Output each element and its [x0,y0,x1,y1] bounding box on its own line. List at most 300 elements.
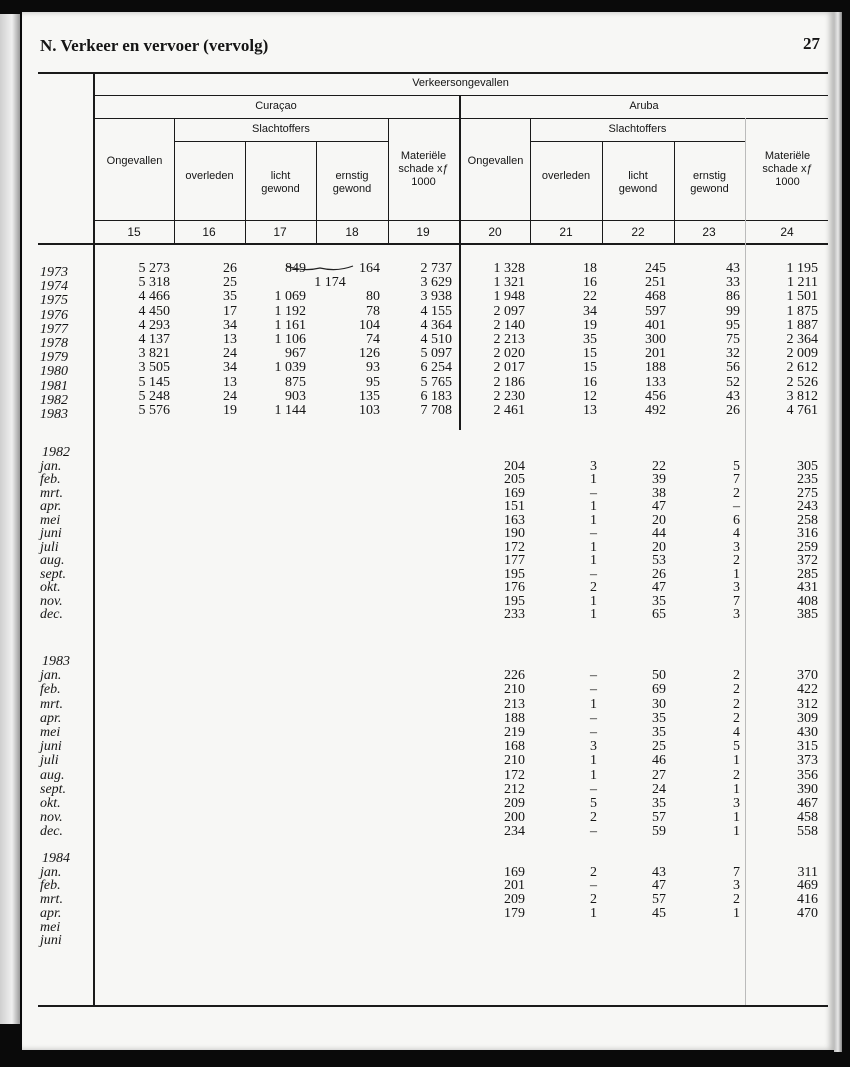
table-cell: 104 [359,317,380,333]
table-cell: – [590,710,597,726]
row-label-year: 1978 [40,336,68,351]
column-number: 16 [202,225,216,239]
row-label-month: jan. [40,864,62,880]
table-cell: 5 576 [138,403,170,418]
table-cell: 456 [645,388,666,404]
table-cell: 3 [590,458,597,474]
table-cell: 3 812 [786,388,818,404]
column-number: 23 [702,225,716,239]
table-cell: 20 [652,539,666,555]
table-cell: 1 [590,472,597,487]
table-cell: 849 [285,261,306,276]
table-cell: 26 [726,403,740,418]
table-cell-combined: 1 174 [314,275,346,291]
table-cell: 4 137 [138,332,170,347]
table-cell: 390 [797,781,818,797]
table-cell: 16 [583,374,597,390]
row-label-month: mei [40,512,61,528]
block-year-label: 1982 [42,445,70,460]
row-label-year: 1981 [40,378,68,394]
table-cell: 312 [797,696,818,712]
table-cell: 2 [590,580,597,595]
table-cell: 15 [583,360,597,376]
table-cell: 53 [652,553,666,568]
table-cell: 13 [223,332,237,347]
table-cell: 1 [733,781,740,797]
table-cell: 234 [504,824,525,840]
table-cell: 12 [583,388,597,404]
table-cell: 45 [652,905,666,921]
table-cell: 7 708 [420,403,452,418]
header-victims-aruba: Slachtoffers [608,123,667,135]
table-cell: 1 501 [786,289,818,305]
table-cell: – [590,485,597,501]
table-cell: 1 039 [274,360,306,376]
table-cell: – [733,499,740,514]
table-cell: 467 [797,796,818,811]
table-cell: 300 [645,332,666,347]
table-cell: 1 [590,767,597,783]
header-serious: ernstig gewond [690,170,729,195]
table-cell: 3 [590,739,597,755]
table-cell: 1 [590,512,597,528]
table-cell: 1 328 [493,261,525,276]
table-cell: 245 [645,261,666,276]
table-cell: 43 [726,261,740,276]
header-accidents: Ongevallen [106,155,163,167]
table-cell: 43 [652,864,666,880]
table-cell: 2 017 [493,360,525,376]
table-cell: 315 [797,739,818,755]
table-cell: 4 155 [420,303,452,319]
table-cell: 78 [366,303,380,319]
row-label-month: okt. [40,580,61,595]
row-label-month: apr. [40,710,62,726]
block-year-label: 1983 [42,654,70,669]
row-label-month: dec. [40,824,63,840]
table-cell: 35 [583,332,597,347]
table-cell: 38 [652,485,666,501]
table-cell: 2 [733,485,740,501]
table-cell: 1 [590,753,597,769]
table-cell: 201 [645,346,666,362]
row-label-month: mei [40,919,61,935]
table-top-rule [38,72,828,74]
table-cell: 7 [733,593,740,609]
table-cell: 34 [223,360,237,376]
table-cell: 59 [652,824,666,840]
table-cell: 470 [797,905,818,921]
table-cell: 2 009 [786,346,818,362]
header-region-aruba: Aruba [629,100,659,112]
table-cell: 47 [652,499,666,514]
header-damage: Materiële schade xƒ 1000 [398,150,449,188]
table-cell: 65 [652,607,666,622]
table-cell: 205 [504,472,525,487]
row-label-month: sept. [40,781,67,797]
table-cell: 209 [504,796,525,811]
row-label-month: mrt. [40,696,63,712]
row-label-month: jan. [40,668,62,684]
column-number: 17 [273,225,287,239]
table-cell: 1 [590,607,597,622]
table-cell: 172 [504,539,525,555]
table-cell: 233 [504,607,525,622]
table-cell: 56 [726,360,740,376]
table-cell: 209 [504,892,525,908]
table-cell: 5 [733,739,740,755]
table-cell: 190 [504,526,525,541]
row-label-year: 1979 [40,350,68,366]
table-cell: – [590,725,597,740]
table-cell: 2 364 [786,332,818,347]
table-cell: 151 [504,499,525,514]
table-cell: 305 [797,458,818,474]
table-cell: 285 [797,566,818,582]
table-cell: 24 [652,781,666,797]
table-cell: 201 [504,878,525,894]
table-cell: 46 [652,753,666,769]
table-cell: 2 [590,864,597,880]
table-cell: 69 [652,682,666,698]
table-cell: 3 938 [420,289,452,305]
table-cell: 35 [652,796,666,811]
table-cell: 2 020 [493,346,525,362]
table-cell: 164 [359,261,380,276]
row-label-year: 1980 [40,364,68,380]
table-cell: 2 [733,682,740,698]
table-cell: 401 [645,317,666,333]
row-label-month: dec. [40,607,63,622]
table-cell: 5 765 [420,374,452,390]
table-cell: 210 [504,753,525,769]
table-cell: 2 737 [420,261,452,276]
header-killed: overleden [185,170,234,182]
table-cell: 57 [652,810,666,826]
table-cell: 2 461 [493,403,525,418]
column-number: 18 [345,225,359,239]
header-light: licht gewond [261,170,300,195]
table-cell: 20 [652,512,666,528]
table-cell: 179 [504,905,525,921]
row-label-month: nov. [40,593,63,609]
table-cell: 126 [359,346,380,362]
header-serious: ernstig gewond [332,170,372,195]
column-number: 21 [559,225,573,239]
table-cell: 3 [733,607,740,622]
table-cell: 226 [504,668,525,684]
block-year-label: 1984 [42,851,70,866]
table-cell: 2 213 [493,332,525,347]
table-cell: 50 [652,668,666,684]
table-cell: 5 [733,458,740,474]
table-cell: 1 192 [274,303,306,319]
table-cell: 1 [733,753,740,769]
row-label-month: sept. [40,566,67,582]
header-bottom-rule [38,243,828,245]
table-cell: 492 [645,403,666,418]
table-cell: 3 821 [138,346,170,362]
table-cell: 4 466 [138,289,170,305]
table-cell: 5 [590,796,597,811]
row-label-month: nov. [40,810,63,826]
header-damage: Materiële schade xƒ 1000 [762,150,813,188]
header-main: Verkeersongevallen [412,77,509,89]
table-cell: 24 [223,346,237,362]
table-cell: 32 [726,346,740,362]
header-accidents: Ongevallen [467,155,524,167]
table-cell: 416 [797,892,818,908]
table-cell: 243 [797,499,818,514]
table-cell: 35 [652,725,666,740]
table-cell: 5 097 [420,346,452,362]
table-cell: 903 [285,388,306,404]
table-cell: 13 [583,403,597,418]
table-cell: 1 [590,553,597,568]
table-cell: 35 [223,289,237,305]
table-cell: 219 [504,725,525,740]
row-label-month: okt. [40,796,61,811]
row-label-month: juni [40,933,62,949]
table-cell: 168 [504,739,525,755]
table-cell: 1 875 [786,303,818,319]
table-bottom-rule [38,1005,828,1007]
table-cell: 2 [733,696,740,712]
row-label-month: feb. [40,878,61,894]
table-cell: 99 [726,303,740,319]
table-cell: – [590,682,597,698]
table-cell: 22 [583,289,597,305]
table-cell: 2 140 [493,317,525,333]
column-number: 15 [127,225,141,239]
table-cell: 1 [733,824,740,840]
table-cell: 875 [285,374,306,390]
row-label-month: jan. [40,458,62,474]
table-cell: 469 [797,878,818,894]
table-cell: 30 [652,696,666,712]
row-label-month: mei [40,725,61,740]
table-cell: 4 450 [138,303,170,319]
table-cell: 24 [223,388,237,404]
table-cell: 275 [797,485,818,501]
row-label-month: juli [40,539,59,555]
table-cell: 316 [797,526,818,541]
table-cell: 3 [733,539,740,555]
table-cell: 172 [504,767,525,783]
table-cell: 17 [223,303,237,319]
table-cell: 18 [583,261,597,276]
table-cell: 3 [733,580,740,595]
table-cell: 235 [797,472,818,487]
table-cell: 3 629 [420,275,452,291]
table-cell: 213 [504,696,525,712]
previous-page-edge [0,14,20,1024]
table-cell: 1 321 [493,275,525,291]
table-cell: 5 248 [138,388,170,404]
table-cell: 80 [366,289,380,305]
table-cell: 1 887 [786,317,818,333]
table-cell: 558 [797,824,818,840]
table-cell: 258 [797,512,818,528]
table-cell: 597 [645,303,666,319]
table-cell: 1 [733,905,740,921]
table-cell: 251 [645,275,666,291]
table-cell: 3 505 [138,360,170,376]
table-cell: – [590,526,597,541]
table-cell: 195 [504,593,525,609]
table-cell: 25 [652,739,666,755]
table-cell: 3 [733,878,740,894]
table-cell: 135 [359,388,380,404]
table-cell: 6 254 [420,360,452,376]
table-cell: 1 [733,810,740,826]
table-cell: 74 [366,332,380,347]
brace-icon [285,262,355,276]
table-cell: 195 [504,566,525,582]
table-cell: 15 [583,346,597,362]
table-cell: 35 [652,710,666,726]
table-cell: 2 [733,553,740,568]
column-number: 20 [488,225,502,239]
table-cell: 372 [797,553,818,568]
table-cell: 6 [733,512,740,528]
table-cell: 4 364 [420,317,452,333]
row-label-month: mrt. [40,485,63,501]
table-cell: 204 [504,458,525,474]
table-cell: 16 [583,275,597,291]
row-label-month: juni [40,526,62,541]
table-cell: 26 [223,261,237,276]
table-cell: 2 097 [493,303,525,319]
table-cell: 27 [652,767,666,783]
table-cell: 177 [504,553,525,568]
row-label-year: 1975 [40,293,68,309]
table-cell: 1 161 [274,317,306,333]
table-cell: 19 [223,403,237,418]
page-title: N. Verkeer en vervoer (vervolg) [40,36,269,55]
page-number: 27 [803,34,820,53]
row-label-year: 1974 [40,279,68,295]
table-cell: 19 [583,317,597,333]
table-cell: 1 106 [274,332,306,347]
table-cell: 4 761 [786,403,818,418]
table-cell: 52 [726,374,740,390]
table-cell: 2 612 [786,360,818,376]
table-cell: 430 [797,725,818,740]
table-cell: 1 069 [274,289,306,305]
table-cell: – [590,878,597,894]
table-cell: 75 [726,332,740,347]
table-cell: 93 [366,360,380,376]
table-cell: 1 144 [274,403,306,418]
header-killed: overleden [541,170,591,182]
region-divider [459,95,461,430]
divider [745,118,746,1005]
table-cell: 2 [733,710,740,726]
table-cell: 95 [366,374,380,390]
table-cell: 5 273 [138,261,170,276]
table-cell: 408 [797,593,818,609]
table-cell: 34 [223,317,237,333]
table-cell: 259 [797,539,818,555]
table-cell: 44 [652,526,666,541]
rule [174,141,388,142]
table-cell: 200 [504,810,525,826]
header-region-curacao: Curaçao [255,100,297,112]
table-cell: 39 [652,472,666,487]
table-cell: 2 [733,767,740,783]
table-cell: 3 [733,796,740,811]
row-label-month: apr. [40,499,62,514]
table-cell: 4 293 [138,317,170,333]
table-cell: 1 195 [786,261,818,276]
table-cell: 1 [590,593,597,609]
table-cell: 5 145 [138,374,170,390]
column-number: 22 [631,225,645,239]
table-cell: 2 526 [786,374,818,390]
row-label-month: aug. [40,767,65,783]
table-cell: – [590,668,597,684]
table-cell: 163 [504,512,525,528]
table-cell: 176 [504,580,525,595]
table-cell: 43 [726,388,740,404]
table-cell: 103 [359,403,380,418]
table-cell: 57 [652,892,666,908]
table-cell: 2 [733,668,740,684]
row-label-year: 1973 [40,265,68,280]
table-cell: – [590,566,597,582]
stub-divider [93,72,95,1006]
table-cell: 210 [504,682,525,698]
column-number: 19 [416,225,430,239]
table-cell: 2 230 [493,388,525,404]
row-label-month: apr. [40,905,62,921]
column-number: 24 [780,225,794,239]
table-cell: 1 [590,905,597,921]
table-cell: 431 [797,580,818,595]
table-cell: 26 [652,566,666,582]
row-label-month: mrt. [40,892,63,908]
table-cell: 1 [590,696,597,712]
table-cell: 169 [504,864,525,880]
table-cell: 47 [652,878,666,894]
table-cell: – [590,824,597,840]
table-cell: 1 [590,539,597,555]
table-cell: 188 [504,710,525,726]
table-cell: 5 318 [138,275,170,291]
table-cell: 422 [797,682,818,698]
table-cell: 373 [797,753,818,769]
table-cell: 2 [590,892,597,908]
table-cell: 468 [645,289,666,305]
table-cell: 4 [733,526,740,541]
table-cell: 25 [223,275,237,291]
table-cell: 95 [726,317,740,333]
row-label-month: feb. [40,472,61,487]
row-label-month: juli [40,753,59,769]
rule [530,141,745,142]
table-cell: 6 183 [420,388,452,404]
row-label-month: aug. [40,553,65,568]
table-cell: 7 [733,864,740,880]
table-cell: 1 [590,499,597,514]
table-cell: 1 [733,566,740,582]
table-cell: 356 [797,767,818,783]
table-cell: 458 [797,810,818,826]
table-cell: 169 [504,485,525,501]
table-cell: 309 [797,710,818,726]
table-cell: 967 [285,346,306,362]
